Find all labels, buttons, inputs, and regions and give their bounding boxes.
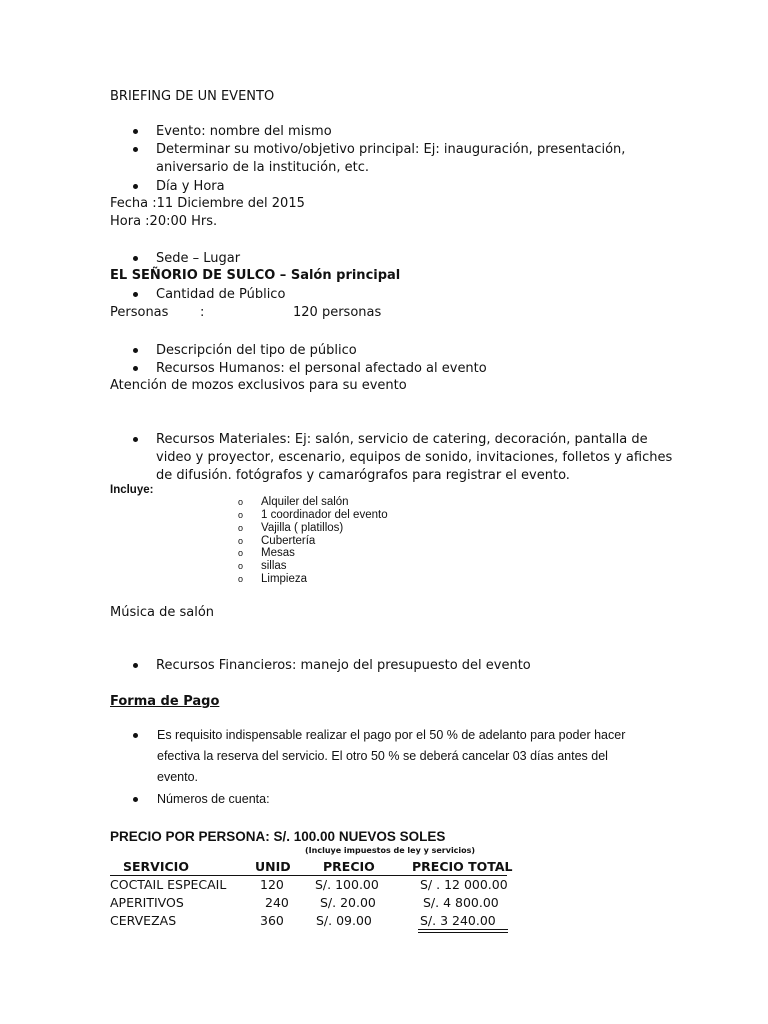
numeros-cuenta: Números de cuenta:: [157, 792, 270, 806]
header-unid: UNID: [255, 859, 291, 874]
table-cell: S/. 3 240.00: [420, 913, 496, 928]
precio-title: PRECIO POR PERSONA: S/. 100.00 NUEVOS SOLES: [110, 829, 446, 844]
table-cell: APERITIVOS: [110, 895, 184, 910]
table-cell: CERVEZAS: [110, 913, 177, 928]
bullet: [133, 348, 138, 353]
list-item: Alquiler del salón: [261, 496, 349, 508]
document-title: BRIEFING DE UN EVENTO: [110, 89, 275, 104]
bullet: [133, 733, 138, 738]
list-marker: o: [238, 510, 244, 520]
pago-line2: efectiva la reserva del servicio. El otro 50 % se deberá cancelar 03 días antes del: [157, 749, 608, 763]
list-item: 1 coordinador del evento: [261, 509, 388, 521]
list-marker: o: [238, 523, 244, 533]
item-motivo-line1: Determinar su motivo/objetivo principal: Ej: inauguración, presentación,: [156, 142, 626, 157]
item-financieros: Recursos Financieros: manejo del presupuesto del evento: [156, 658, 531, 673]
personas-valor: 120 personas: [293, 305, 382, 320]
item-evento: Evento: nombre del mismo: [156, 124, 332, 139]
table-cell: 240: [265, 895, 289, 910]
pago-line1: Es requisito indispensable realizar el pago por el 50 % de adelanto para poder hacer: [157, 728, 626, 742]
bullet: [133, 147, 138, 152]
personas-colon: :: [200, 305, 205, 320]
table-cell: S/. 100.00: [315, 877, 379, 892]
item-recursos-humanos: Recursos Humanos: el personal afectado al evento: [156, 361, 487, 376]
bullet: [133, 129, 138, 134]
forma-pago-heading: Forma de Pago: [110, 694, 220, 709]
table-cell: 360: [260, 913, 284, 928]
total-double-underline: [418, 932, 508, 933]
list-marker: o: [238, 548, 244, 558]
list-marker: o: [238, 574, 244, 584]
list-item: sillas: [261, 560, 287, 572]
personas-label: Personas: [110, 305, 169, 320]
fecha-line: Fecha :11 Diciembre del 2015: [110, 196, 305, 211]
list-item: Limpieza: [261, 573, 308, 585]
total-underline: [418, 929, 508, 930]
incluye-label: Incluye:: [110, 484, 154, 496]
list-marker: o: [238, 536, 244, 546]
bullet: [133, 184, 138, 189]
table-cell: S/ . 12 000.00: [420, 877, 508, 892]
item-materiales-line2: video y proyector, escenario, equipos de sonido, invitaciones, folletos y afiches: [156, 450, 673, 465]
sede-valor: EL SEÑORIO DE SULCO – Salón principal: [110, 268, 401, 283]
list-item: Vajilla ( platillos): [261, 522, 344, 534]
bullet: [133, 256, 138, 261]
list-marker: o: [238, 497, 244, 507]
bullet: [133, 663, 138, 668]
table-cell: S/. 20.00: [320, 895, 376, 910]
item-descripcion: Descripción del tipo de público: [156, 343, 357, 358]
header-servicio: SERVICIO: [123, 859, 189, 874]
musica-line: Música de salón: [110, 605, 215, 620]
item-dia-hora: Día y Hora: [156, 179, 225, 194]
pago-line3: evento.: [157, 770, 199, 784]
precio-note: (Incluye impuestos de ley y servicios): [305, 846, 476, 855]
hora-line: Hora :20:00 Hrs.: [110, 214, 218, 229]
table-cell: COCTAIL ESPECAIL: [110, 877, 227, 892]
table-cell: 120: [260, 877, 284, 892]
list-item: Cubertería: [261, 535, 316, 547]
bullet: [133, 437, 138, 442]
item-cantidad: Cantidad de Público: [156, 287, 286, 302]
bullet: [133, 366, 138, 371]
item-materiales-line1: Recursos Materiales: Ej: salón, servicio de catering, decoración, pantalla de: [156, 432, 648, 447]
list-marker: o: [238, 561, 244, 571]
list-item: Mesas: [261, 547, 295, 559]
header-precio: PRECIO: [323, 859, 375, 874]
bullet: [133, 292, 138, 297]
table-cell: S/. 09.00: [316, 913, 372, 928]
item-sede: Sede – Lugar: [156, 251, 241, 266]
item-materiales-line3: de difusión. fotógrafos y camarógrafos para registrar el evento.: [156, 468, 570, 483]
item-motivo-line2: aniversario de la institución, etc.: [156, 160, 369, 175]
header-precio-total: PRECIO TOTAL: [412, 859, 513, 874]
bullet: [133, 797, 138, 802]
table-cell: S/. 4 800.00: [423, 895, 499, 910]
atencion-line: Atención de mozos exclusivos para su evento: [110, 378, 407, 393]
